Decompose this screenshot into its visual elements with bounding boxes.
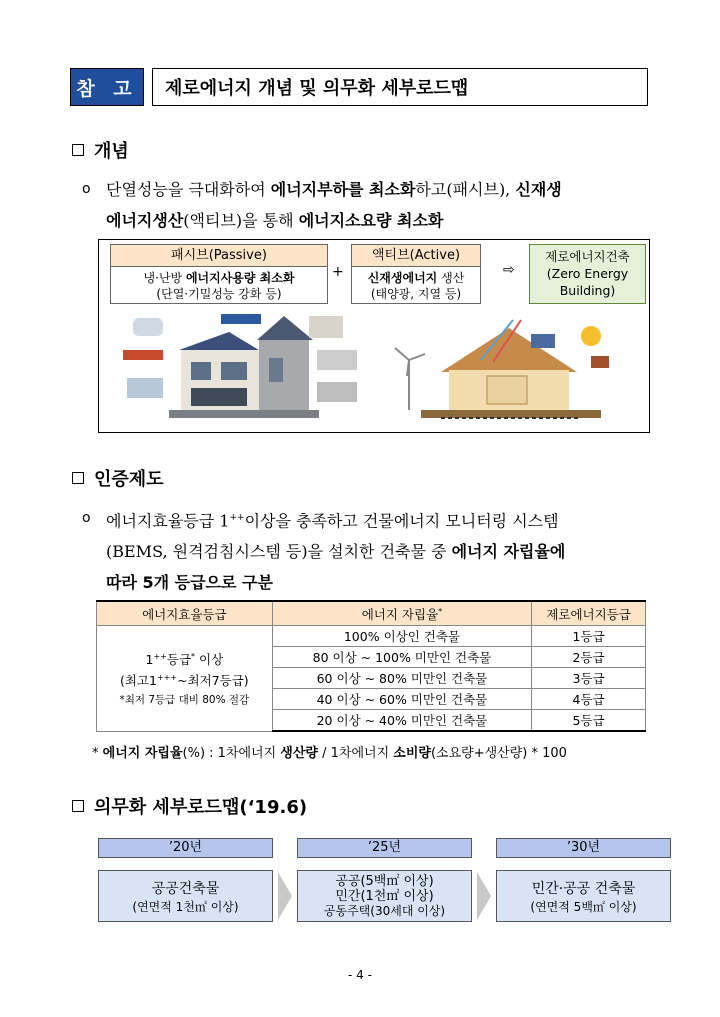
table-cell: 5등급 bbox=[532, 710, 646, 732]
bullet-circle-icon: o bbox=[82, 181, 91, 197]
table-cell: 3등급 bbox=[532, 668, 646, 689]
table-cell: 20 이상 ~ 40% 미만인 건축물 bbox=[272, 710, 532, 732]
table-header: 에너지효율등급 bbox=[97, 601, 273, 626]
table-header: 에너지 자립율* bbox=[272, 601, 532, 626]
zeb-concept-figure bbox=[98, 239, 650, 433]
chevron-right-icon bbox=[278, 872, 292, 920]
bullet-circle-icon: o bbox=[82, 510, 91, 526]
roadmap-box-2020: 공공건축물 (연면적 1천㎡ 이상) bbox=[98, 870, 273, 922]
table-header: 제로에너지등급 bbox=[532, 601, 646, 626]
table-cell: 100% 이상인 건축물 bbox=[272, 626, 532, 647]
table-cell: 40 이상 ~ 60% 미만인 건축물 bbox=[272, 689, 532, 710]
active-house-illustration bbox=[381, 310, 643, 428]
plus-sign: + bbox=[332, 264, 344, 280]
certification-paragraph: 에너지효율등급 1++이상을 충족하고 건물에너지 모니터링 시스템 (BEMS, 원격검침시스템 등)을 설치한 건축물 중 에너지 자립율에 따라 5개 등급으로 구분 bbox=[106, 511, 566, 593]
page-number: - 4 - bbox=[348, 968, 372, 982]
passive-house-illustration bbox=[109, 310, 371, 428]
roadmap-box-2025: 공공(5백㎡ 이상) 민간(1천㎡ 이상) 공동주택(30세대 이상) bbox=[297, 870, 472, 922]
year-label: ’20년 bbox=[98, 838, 273, 858]
roadmap-heading: 의무화 세부로드맵(‘19.6) bbox=[72, 793, 307, 819]
chevron-right-icon bbox=[477, 872, 491, 920]
checkbox-square-icon bbox=[72, 144, 84, 156]
passive-box: 패시브(Passive) 냉·난방 에너지사용량 최소화 (단열·기밀성능 강화 등) bbox=[110, 244, 328, 304]
concept-heading: 개념 bbox=[72, 137, 129, 163]
self-sufficiency-note: * 에너지 자립율(%) : 1차에너지 생산량 / 1차에너지 소비량(소요량+생산량) * 100 bbox=[92, 746, 567, 761]
roadmap-box-2030: 민간·공공 건축물 (연면적 5백㎡ 이상) bbox=[496, 870, 671, 922]
zero-energy-grade-table bbox=[96, 600, 646, 732]
sun-icon bbox=[581, 326, 601, 346]
checkbox-square-icon bbox=[72, 800, 84, 812]
cloud-icon bbox=[133, 318, 163, 336]
table-cell: 2등급 bbox=[532, 647, 646, 668]
right-arrow-icon: ⇨ bbox=[503, 262, 515, 278]
table-cell: 60 이상 ~ 80% 미만인 건축물 bbox=[272, 668, 532, 689]
active-box: 액티브(Active) 신재생에너지 생산 (태양광, 지열 등) bbox=[351, 244, 481, 304]
zeb-box: 제로에너지건축 (Zero Energy Building) bbox=[529, 244, 646, 304]
certification-heading: 인증제도 bbox=[72, 465, 164, 491]
year-label: ’30년 bbox=[496, 838, 671, 858]
table-cell: 4등급 bbox=[532, 689, 646, 710]
page-title: 제로에너지 개념 및 의무화 세부로드맵 bbox=[152, 68, 648, 106]
year-label: ’25년 bbox=[297, 838, 472, 858]
reference-badge: 참 고 bbox=[70, 68, 144, 106]
efficiency-grade-cell: 1++등급* 이상 (최고1+++~최저7등급) *최저 7등급 대비 80% 절감 bbox=[97, 626, 273, 732]
table-cell: 80 이상 ~ 100% 미만인 건축물 bbox=[272, 647, 532, 668]
checkbox-square-icon bbox=[72, 472, 84, 484]
concept-paragraph: 단열성능을 극대화하여 에너지부하를 최소화하고(패시브), 신재생 에너지생산(액티브)을 통해 에너지소요량 최소화 bbox=[106, 180, 562, 230]
table-cell: 1등급 bbox=[532, 626, 646, 647]
